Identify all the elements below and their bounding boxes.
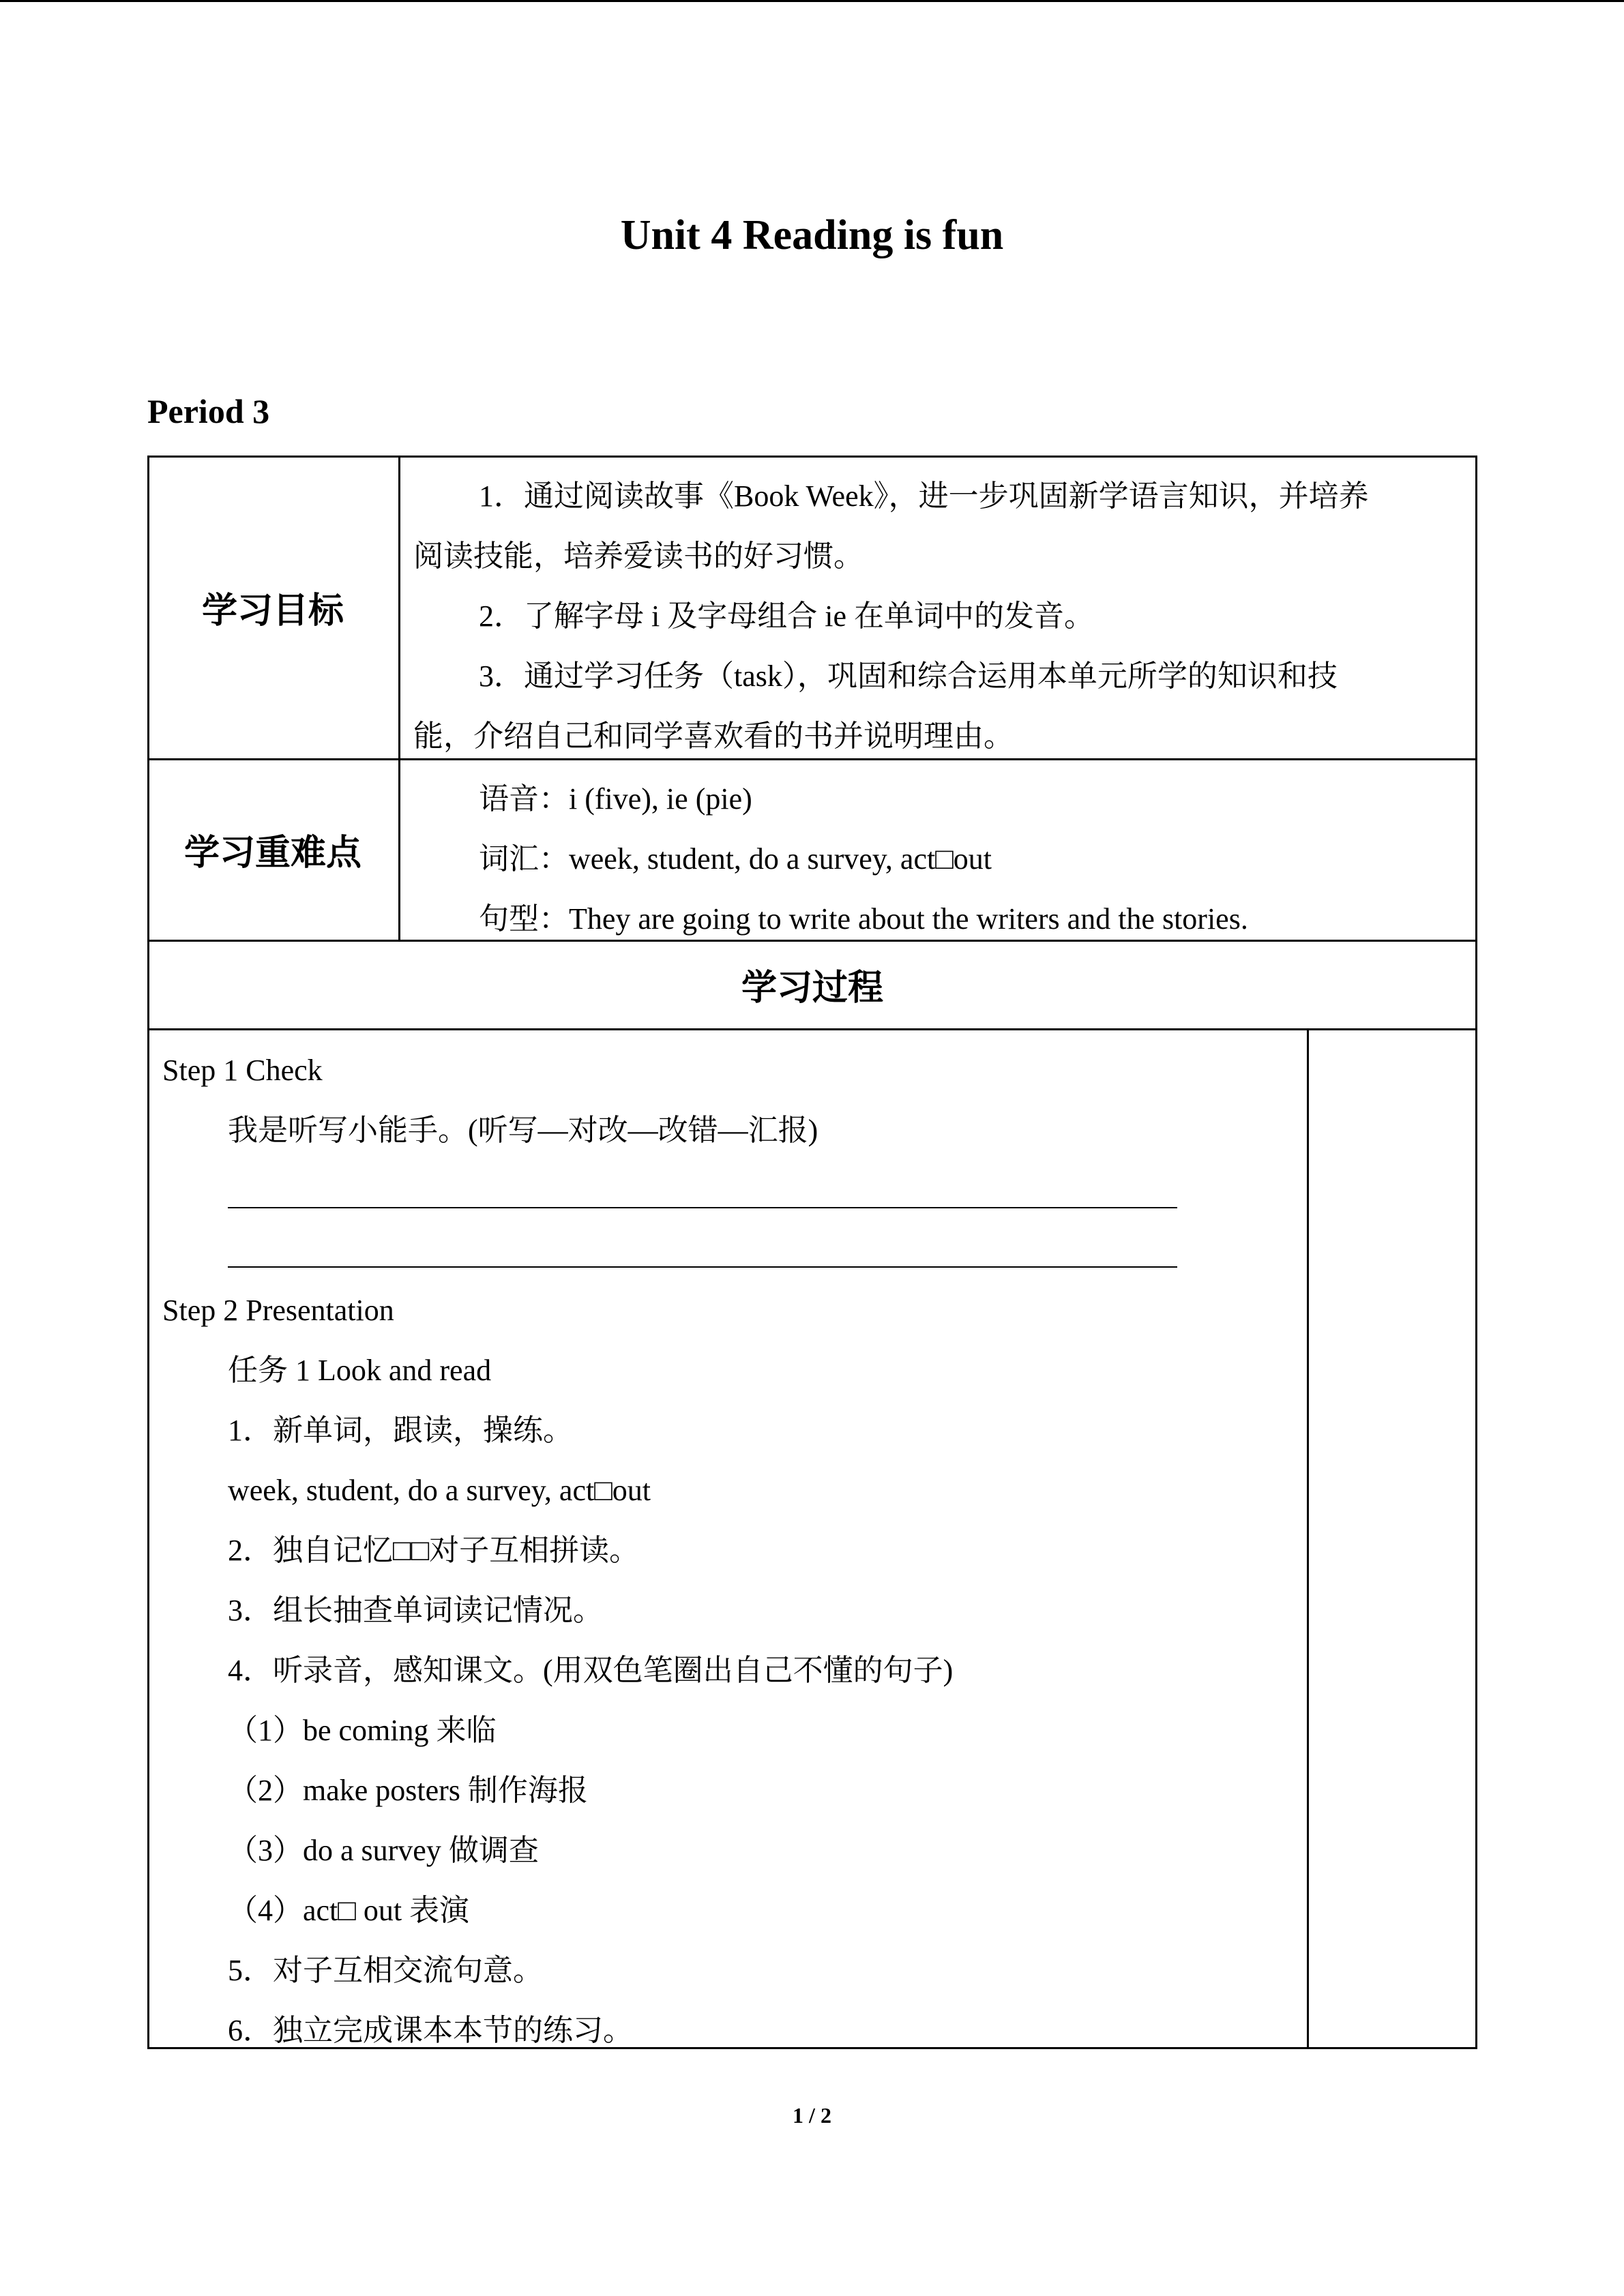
- process-line: week, student, do a survey, act□out: [228, 1474, 651, 1507]
- process-line: 5．对子互相交流句意。: [228, 1954, 543, 1987]
- phrase-line: （1）be coming 来临: [228, 1714, 497, 1747]
- key-point-line: 句型：They are going to write about the writers and the stories.: [479, 902, 1248, 936]
- phrase-line: （4）act□ out 表演: [228, 1894, 470, 1927]
- process-line: 1．新单词，跟读，操练。: [228, 1414, 573, 1447]
- step-2-heading: Step 2 Presentation: [162, 1294, 394, 1327]
- process-header: 学习过程: [741, 967, 883, 1009]
- objective-line: 阅读技能，培养爱读书的好习惯。: [413, 539, 863, 573]
- dictation-blank-line[interactable]: [228, 1207, 1177, 1208]
- objective-line: 能，介绍自己和同学喜欢看的书并说明理由。: [413, 719, 1014, 753]
- objectives-text: [413, 466, 1467, 766]
- period-heading: Period 3: [147, 392, 270, 430]
- objective-line: 1．通过阅读故事《Book Week》，进一步巩固新学语言知识，并培养: [479, 479, 1369, 513]
- phrase-line: （3）do a survey 做调查: [228, 1834, 539, 1867]
- key-point-line: 词汇：week, student, do a survey, act□out: [479, 842, 992, 876]
- process-line: 6．独立完成课本本节的练习。: [228, 2014, 633, 2047]
- answer-blank-area: [162, 1161, 1295, 1281]
- phrase-line: （2）make posters 制作海报: [228, 1774, 588, 1807]
- process-line: 任务 1 Look and read: [228, 1354, 492, 1387]
- process-line: 3．组长抽查单词读记情况。: [228, 1594, 603, 1627]
- dictation-blank-line[interactable]: [228, 1266, 1177, 1268]
- process-line: 2．独自记忆□□对子互相拼读。: [228, 1534, 640, 1567]
- page-top-border: [0, 0, 1624, 2]
- page-number: 1 / 2: [793, 2103, 831, 2128]
- step-1-heading: Step 1 Check: [162, 1054, 323, 1087]
- process-notes-cell: [1307, 1028, 1477, 2049]
- document-title: Unit 4 Reading is fun: [620, 212, 1004, 258]
- process-line: 我是听写小能手。(听写—对改—改错—汇报): [228, 1114, 818, 1147]
- process-line: 4．听录音，感知课文。(用双色笔圈出自己不懂的句子): [228, 1654, 954, 1687]
- objective-line: 2．了解字母 i 及字母组合 ie 在单词中的发音。: [479, 599, 1094, 633]
- objective-line: 3．通过学习任务（task），巩固和综合运用本单元所学的知识和技: [479, 659, 1338, 693]
- key-points-text: [413, 769, 1467, 949]
- key-point-line: 语音：i (five), ie (pie): [479, 782, 752, 816]
- key-points-label: 学习重难点: [183, 832, 361, 874]
- process-text: [162, 1041, 1295, 2061]
- objectives-label: 学习目标: [201, 590, 344, 631]
